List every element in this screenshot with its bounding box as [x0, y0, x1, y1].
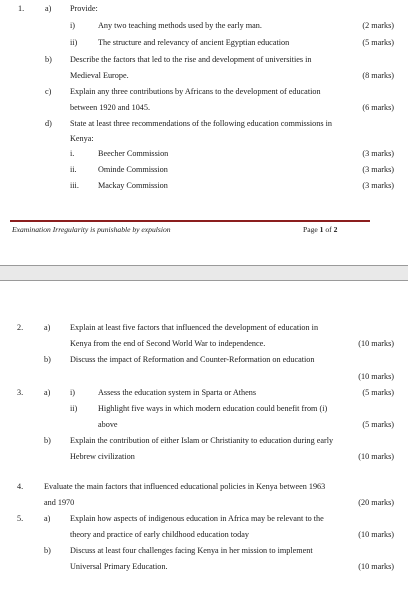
q2a-text-line1: Explain at least five factors that influenced the development of education in — [70, 323, 319, 332]
page-2-top-edge — [0, 280, 408, 281]
q3a-ii-label: ii) — [70, 404, 78, 413]
q5a-text-line2: theory and practice of early childhood education today — [70, 530, 249, 539]
q5b-label: b) — [44, 546, 51, 555]
q1a-i-text: Any two teaching methods used by the early man. — [98, 21, 262, 30]
q3b-label: b) — [44, 436, 51, 445]
question-2-number: 2. — [17, 323, 24, 332]
q1c-text-line1: Explain any three contributions by Africans to the development of education — [70, 87, 321, 96]
q1d-iii-text: Mackay Commission — [98, 181, 168, 190]
q1a-text: Provide: — [70, 4, 98, 13]
q1b-text-line1: Describe the factors that led to the rise and development of universities in — [70, 55, 312, 64]
q3a-i-label: i) — [70, 388, 76, 397]
q3a-ii-marks: (5 marks) — [362, 420, 394, 429]
q1a-label: a) — [45, 4, 52, 13]
q1d-ii-text: Ominde Commission — [98, 165, 168, 174]
q3a-ii-text-line1: Highlight five ways in which modern education could benefit from (i) — [98, 404, 328, 413]
q1d-iii-label: iii. — [70, 181, 79, 190]
q2b-label: b) — [44, 355, 51, 364]
footer-warning: Examination Irregularity is punishable by expulsion — [12, 225, 171, 234]
q3a-ii-text-line2: above — [98, 420, 118, 429]
question-4-number: 4. — [17, 482, 24, 491]
page-current: 1 — [319, 225, 324, 234]
q5b-text-line1: Discuss at least four challenges facing Kenya in her mission to implement — [70, 546, 313, 555]
q1d-i-text: Beecher Commission — [98, 149, 169, 158]
q5b-marks: (10 marks) — [358, 562, 394, 571]
q5b-text-line2: Universal Primary Education. — [70, 562, 168, 571]
q2a-marks: (10 marks) — [358, 339, 394, 348]
q1a-i-marks: (2 marks) — [362, 21, 394, 30]
q1c-text-line2: between 1920 and 1045. — [70, 103, 151, 112]
q3a-i-text: Assess the education system in Sparta or Athens — [98, 388, 257, 397]
q1d-iii-marks: (3 marks) — [362, 181, 394, 190]
q1b-marks: (8 marks) — [362, 71, 394, 80]
question-1-number: 1. — [18, 4, 25, 13]
q3b-marks: (10 marks) — [358, 452, 394, 461]
page-gap — [0, 266, 408, 280]
q4-marks: (20 marks) — [358, 498, 394, 507]
q4-text-line2: and 1970 — [44, 498, 75, 507]
q1b-text-line2: Medieval Europe. — [70, 71, 129, 80]
q1c-label: c) — [45, 87, 52, 96]
q1c-marks: (6 marks) — [362, 103, 394, 112]
q1d-ii-marks: (3 marks) — [362, 165, 394, 174]
q1d-label: d) — [45, 119, 52, 128]
q1d-text-line2: Kenya: — [70, 134, 94, 143]
q2b-marks: (10 marks) — [358, 372, 394, 381]
question-3-number: 3. — [17, 388, 24, 397]
q3b-text-line2: Hebrew civilization — [70, 452, 135, 461]
q1d-ii-label: ii. — [70, 165, 77, 174]
q3a-label: a) — [44, 388, 51, 397]
q1d-i-marks: (3 marks) — [362, 149, 394, 158]
page-total: 2 — [333, 225, 338, 234]
page-of: of — [323, 225, 334, 234]
q4-text-line1: Evaluate the main factors that influenced educational policies in Kenya between 1963 — [44, 482, 326, 491]
q3b-text-line1: Explain the contribution of either Islam or Christianity to education during early — [70, 436, 334, 445]
q2b-text: Discuss the impact of Reformation and Counter-Reformation on education — [70, 355, 315, 364]
page-number — [303, 225, 337, 234]
page-label: Page — [303, 225, 320, 234]
q2a-text-line2: Kenya from the end of Second World War to independence. — [70, 339, 266, 348]
footer-red-rule — [10, 220, 370, 222]
q5a-text-line1: Explain how aspects of indigenous education in Africa may be relevant to the — [70, 514, 324, 523]
question-5-number: 5. — [17, 514, 24, 523]
q3a-i-marks: (5 marks) — [362, 388, 394, 397]
q1a-ii-label: ii) — [70, 38, 78, 47]
q1a-i-label: i) — [70, 21, 76, 30]
q1d-i-label: i. — [70, 149, 75, 158]
q5a-marks: (10 marks) — [358, 530, 394, 539]
q1d-text-line1: State at least three recommendations of the following education commissions in — [70, 119, 332, 128]
q5a-label: a) — [44, 514, 51, 523]
q1a-ii-text: The structure and relevancy of ancient Egyptian education — [98, 38, 290, 47]
q1a-ii-marks: (5 marks) — [362, 38, 394, 47]
q1b-label: b) — [45, 55, 52, 64]
q2a-label: a) — [44, 323, 51, 332]
